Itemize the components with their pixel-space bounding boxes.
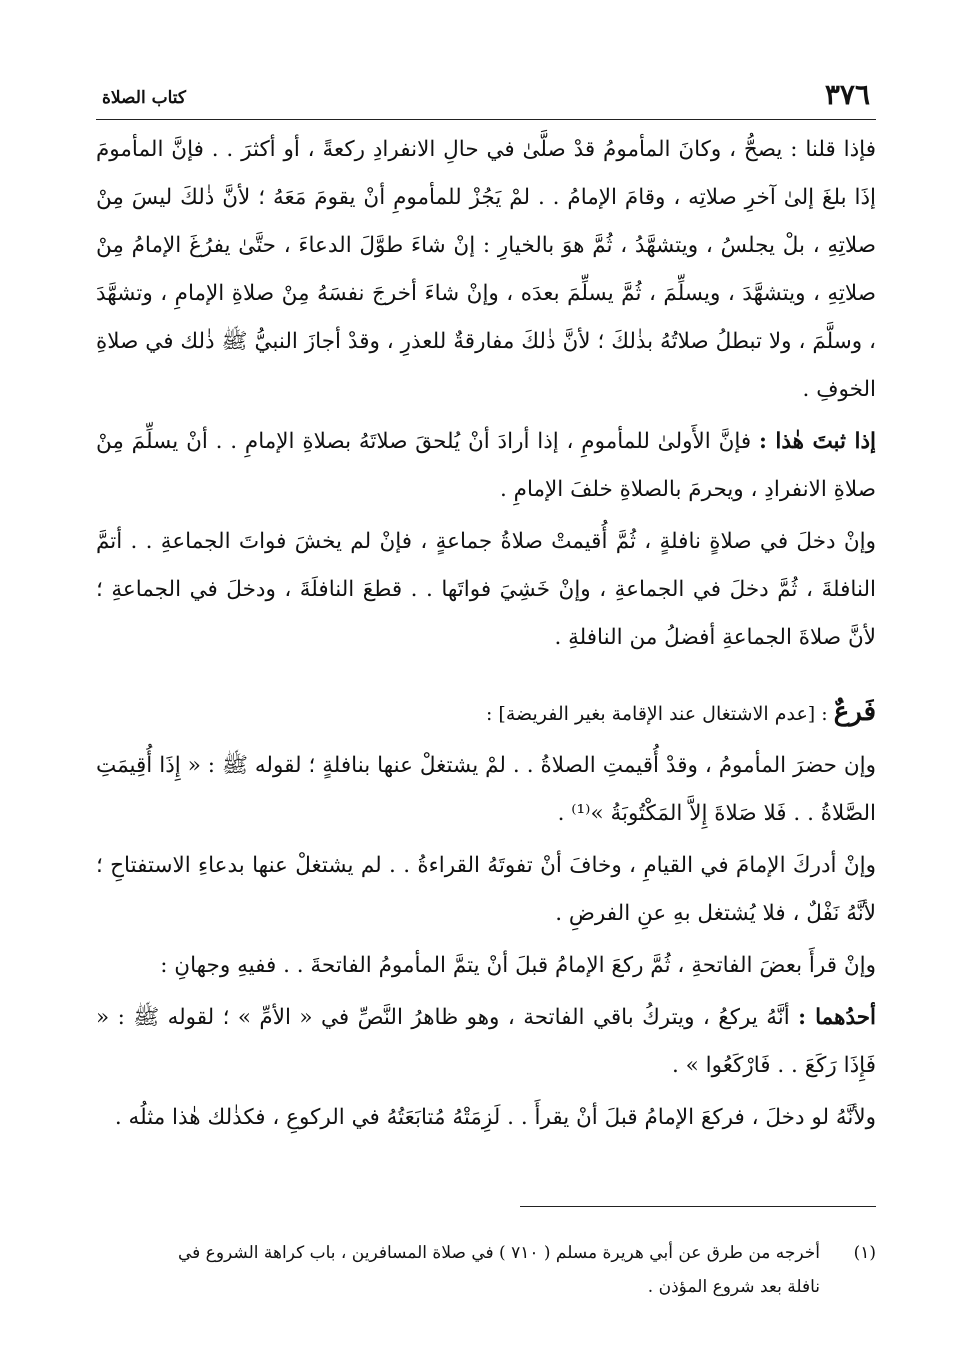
footnote-line: أخرجه من طرق عن أبي هريرة مسلم ( ٧١٠ ) في صلاة المسافرين ، باب كراهة الشروع في xyxy=(177,1243,820,1263)
page-header xyxy=(96,78,876,118)
paragraph: وإنْ قرأَ بعضَ الفاتحةِ ، ثُمَّ ركعَ الإمامُ قبلَ أنْ يتمَّ المأمومُ الفاتحةَ . . ففيهِ وجهانِ : xyxy=(160,953,876,978)
footnote xyxy=(96,1236,876,1304)
paragraph: وإنْ أدركَ الإمامَ في القيامِ ، وخافَ أنْ تفوتَهُ القراءةُ . . لم يشتغلْ عنها بدعاءِ الاستفتاحِ ؛ لأنَّهُ نَفْلٌ ، فلا يُشتغل بهِ عنِ الفرضِ . xyxy=(96,853,876,926)
page-number: ٣٧٦ xyxy=(824,78,870,111)
running-title: كتاب الصلاة xyxy=(102,88,187,108)
footnote-divider xyxy=(520,1206,876,1207)
paragraph: ولأنَّهُ لو دخلَ ، فركعَ الإمامُ قبلَ أنْ يقرأَ . . لَزِمَتْهُ مُتابَعَتُهُ في الركوعِ ، فكذٰلك هٰذا مثلُه . xyxy=(114,1105,876,1130)
branch-word: فَرعٌ xyxy=(833,697,876,727)
paragraph: فإذا قلنا : يصحُّ ، وكانَ المأمومُ قدْ صلَّىٰ في حالِ الانفرادِ ركعةً ، أو أكثرَ . . فإنَّ المأمومَ إذَا بلغَ إلىٰ آخرِ صلاتِه ، وقامَ الإمامُ . . لمْ يَجُزْ للمأمومِ أنْ يقومَ مَعَهُ ؛ لأنَّ ذٰلكَ ليسَ مِنْ صلاتِهِ ، بلْ يجلسُ ، ويتشهَّدُ ، ثُمَّ هوَ بالخيارِ : إنْ شاءَ طوَّلَ الدعاءَ ، حتَّىٰ يفرُغَ الإمامُ مِنْ صلاتِهِ ، ويتشهَّدَ ، ويسلِّمَ ، ثُمَّ يسلِّمَ بعدَه ، وإنْ شاءَ أخرجَ نفسَهُ مِنْ صلاةِ الإمامِ ، وتشهَّدَ ، وسلَّمَ ، ولا تبطلُ صلاتُهُ بذٰلكَ ؛ لأنَّ ذٰلكَ مفارقةٌ للعذرِ ، وقدْ أجازَ النبيُّ ﷺ ذٰلك في صلاةِ الخوفِ . xyxy=(96,137,876,402)
paragraph: إذا ثبتَ هٰذا : فإنَّ الأَولىٰ للمأمومِ ، إذا أرادَ أنْ يُلحقَ صلاتَهُ بصلاةِ الإمامِ . . أنْ يسلِّمَ مِنْ صلاةِ الانفرادِ ، ويحرمَ بالصلاةِ خلفَ الإمامِ . xyxy=(96,429,876,502)
paragraph-lead: أحدُهما : xyxy=(798,1005,876,1030)
footnote-line: نافلة بعد شروع المؤذن . xyxy=(647,1277,820,1297)
paragraph: وإنْ دخلَ في صلاةٍ نافلةٍ ، ثُمَّ أُقيمتْ صلاةُ جماعةٍ ، فإنْ لم يخشَ فواتَ الجماعةِ . . أتمَّ النافلةَ ، ثُمَّ دخلَ في الجماعةِ ، وإنْ خَشِيَ فواتَها . . قطعَ النافلَةَ ، ودخلَ في الجماعةِ ؛ لأنَّ صلاةَ الجماعةِ أفضلُ من النافلةِ . xyxy=(96,529,876,650)
paragraph: أحدُهما : أنَّهُ يركعُ ، ويتركُ باقي الفاتحة ، وهو ظاهرُ النَّصِّ في « الأمِّ » ؛ لقوله ﷺ : « فَإِذَا رَكَعَ . . فَارْكَعُوا » . xyxy=(96,1005,876,1078)
footnote-text xyxy=(96,1236,820,1304)
paragraph-lead: إذا ثبتَ هٰذا : xyxy=(759,429,876,454)
header-divider xyxy=(96,119,876,120)
main-text xyxy=(96,126,876,1146)
branch-title: : [عدم الاشتغال عند الإقامة بغير الفريضة] : xyxy=(485,703,834,725)
paragraph: وإن حضرَ المأمومُ ، وقدْ أُقيمتِ الصلاةُ . . لمْ يشتغلْ عنها بنافلةٍ ؛ لقوله ﷺ : « إِذَا أُقِيمَتِ الصَّلاةُ . . فَلا صَلاةَ إِلاَّ المَكْتُوبَةُ »⁽¹⁾ . xyxy=(96,753,876,826)
footnote-number: (١) xyxy=(853,1243,876,1263)
branch-heading xyxy=(96,688,876,738)
